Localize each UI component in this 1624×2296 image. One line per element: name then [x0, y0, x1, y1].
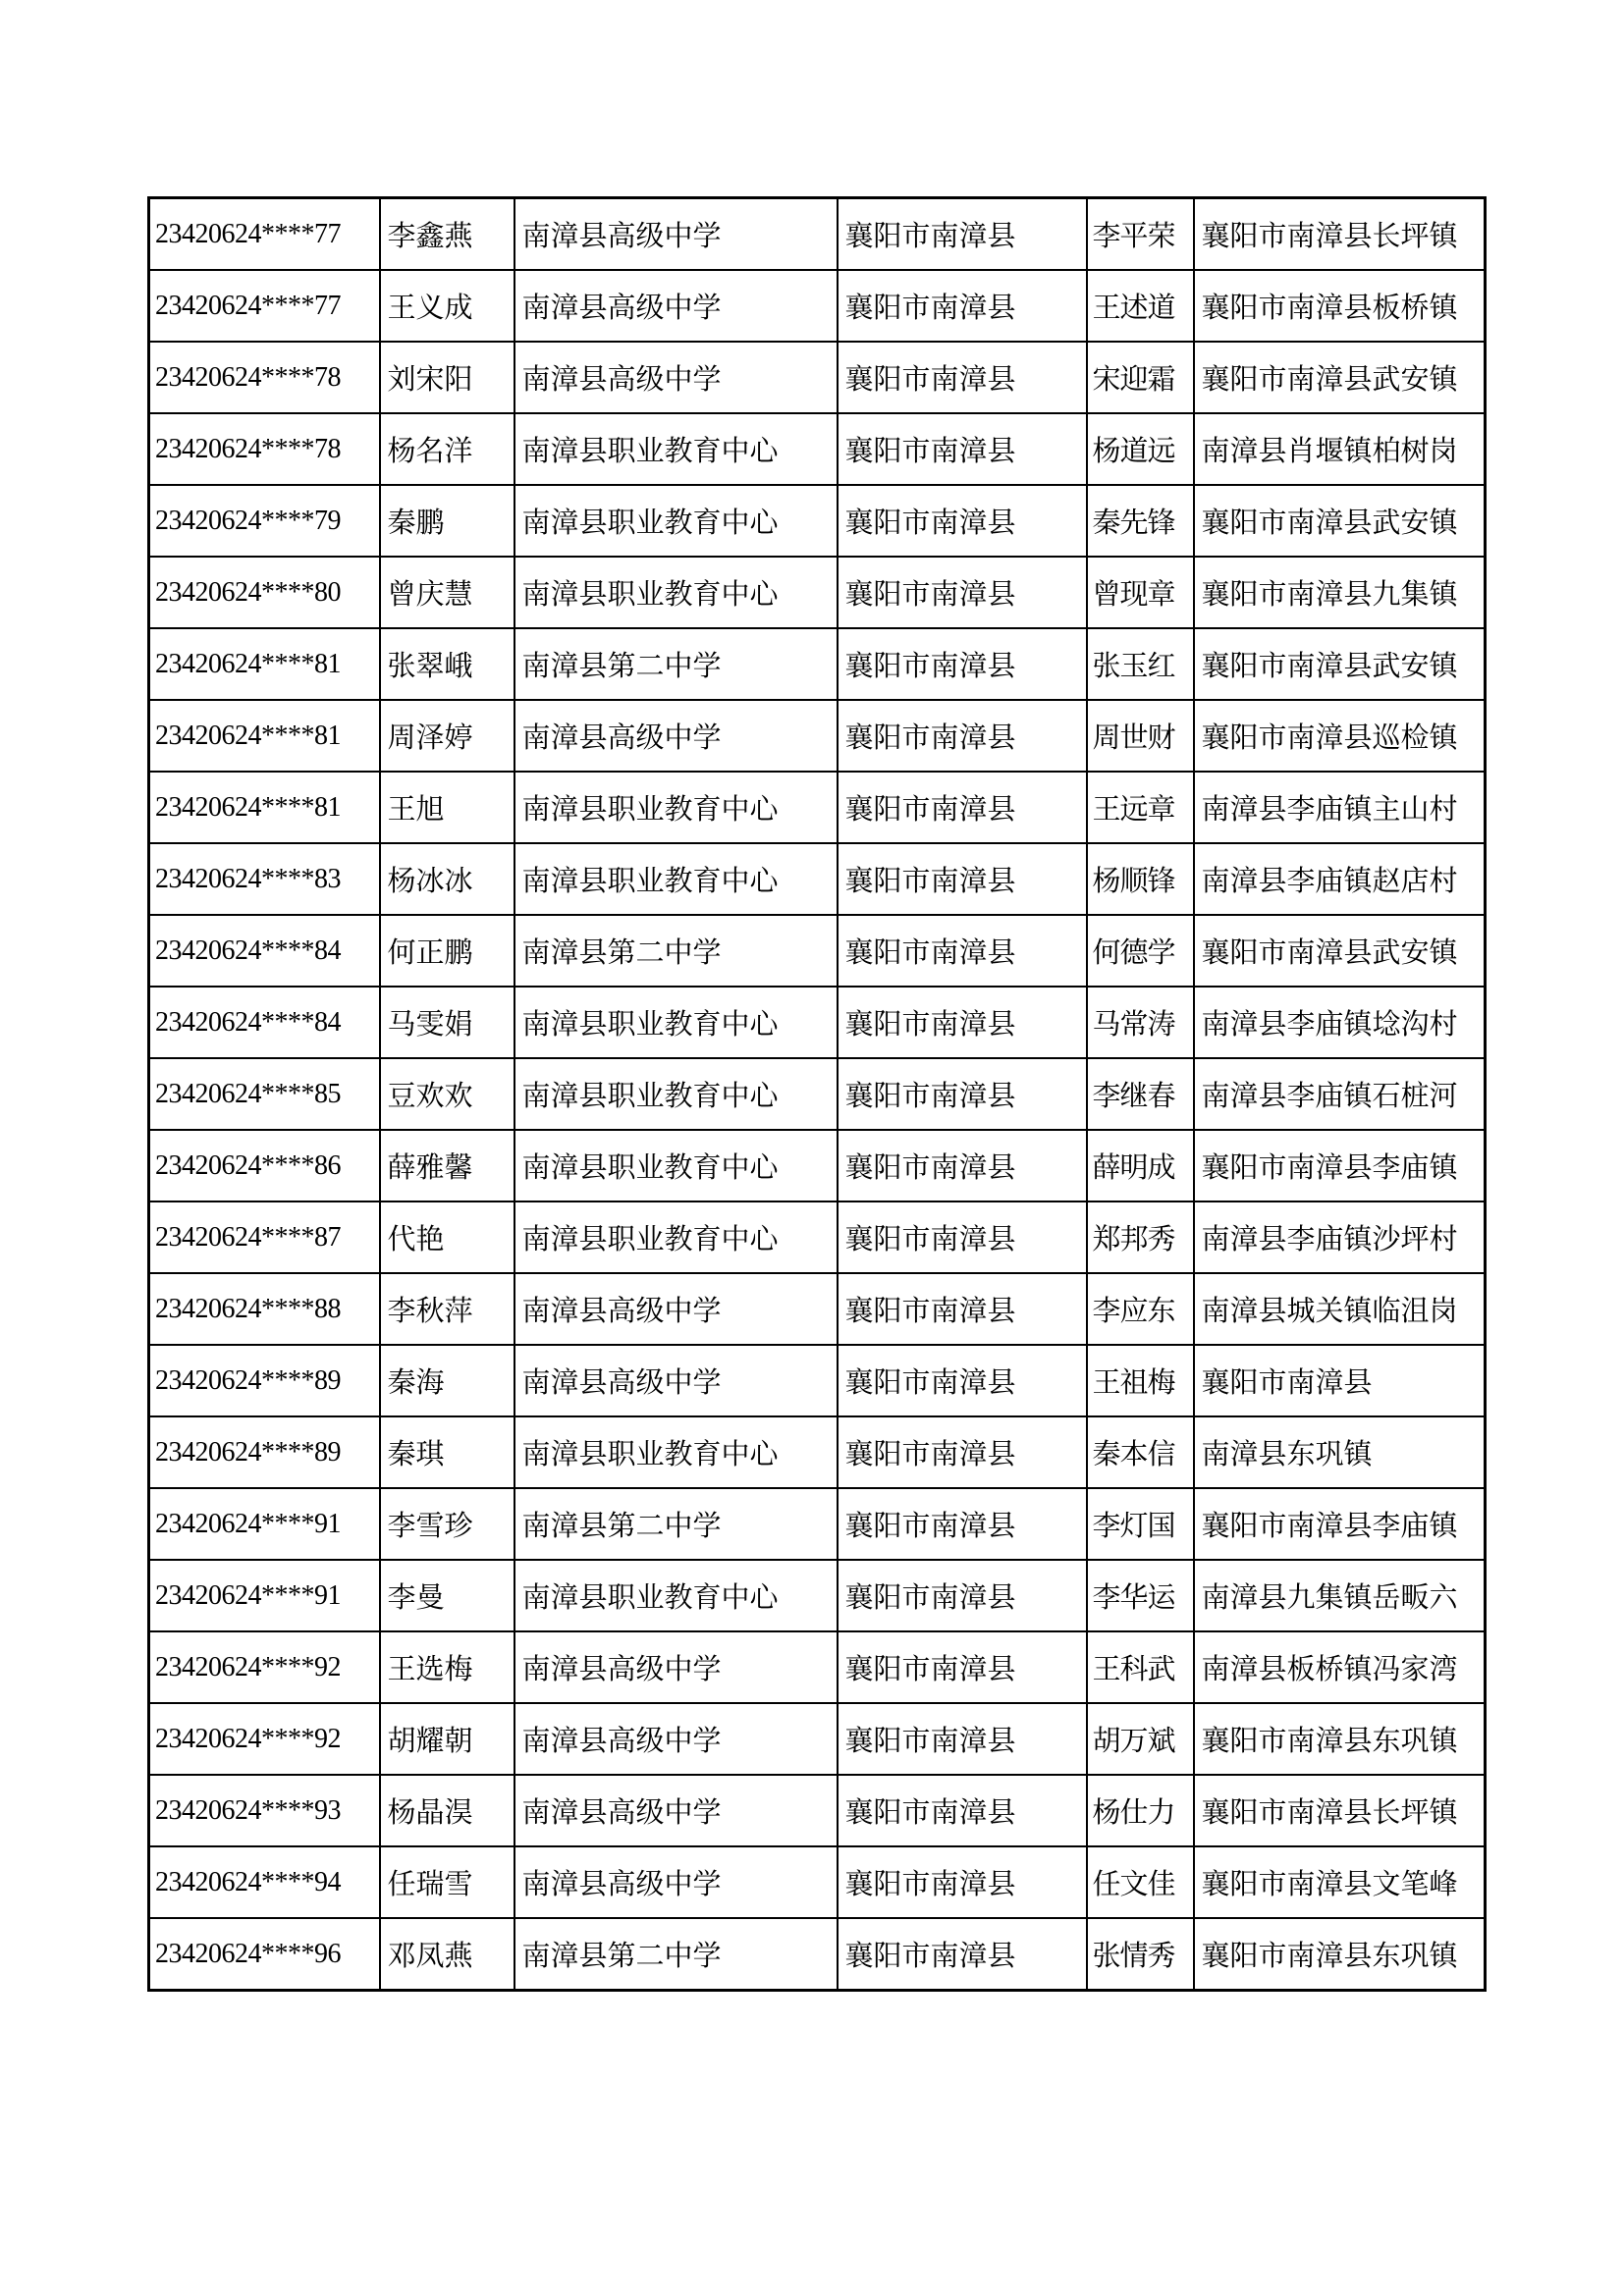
student-name-cell: 杨晶淏: [380, 1775, 514, 1846]
student-id-cell: 23420624****86: [149, 1130, 380, 1201]
parent-name-cell: 杨顺锋: [1087, 843, 1194, 915]
region-cell: 襄阳市南漳县: [838, 1488, 1087, 1560]
student-id-cell: 23420624****78: [149, 342, 380, 413]
table-row: [149, 987, 1486, 1058]
school-cell: 南漳县高级中学: [514, 270, 838, 342]
table-row: [149, 843, 1486, 915]
region-cell: 襄阳市南漳县: [838, 198, 1087, 271]
school-cell: 南漳县高级中学: [514, 700, 838, 772]
address-cell: 南漳县李庙镇赵店村: [1194, 843, 1486, 915]
student-name-cell: 周泽婷: [380, 700, 514, 772]
table-row: [149, 1703, 1486, 1775]
student-id-cell: 23420624****88: [149, 1273, 380, 1345]
parent-name-cell: 杨道远: [1087, 413, 1194, 485]
school-cell: 南漳县第二中学: [514, 628, 838, 700]
school-cell: 南漳县第二中学: [514, 915, 838, 987]
student-name-cell: 杨名洋: [380, 413, 514, 485]
parent-name-cell: 任文佳: [1087, 1846, 1194, 1918]
address-cell: 襄阳市南漳县武安镇: [1194, 485, 1486, 557]
region-cell: 襄阳市南漳县: [838, 628, 1087, 700]
table-row: [149, 628, 1486, 700]
school-cell: 南漳县第二中学: [514, 1488, 838, 1560]
address-cell: 襄阳市南漳县文笔峰: [1194, 1846, 1486, 1918]
table-row: [149, 1846, 1486, 1918]
student-id-cell: 23420624****91: [149, 1488, 380, 1560]
student-name-cell: 李鑫燕: [380, 198, 514, 271]
region-cell: 襄阳市南漳县: [838, 485, 1087, 557]
address-cell: 襄阳市南漳县东巩镇: [1194, 1918, 1486, 1991]
school-cell: 南漳县职业教育中心: [514, 772, 838, 843]
student-id-cell: 23420624****84: [149, 987, 380, 1058]
school-cell: 南漳县高级中学: [514, 1273, 838, 1345]
school-cell: 南漳县高级中学: [514, 1703, 838, 1775]
table-row: [149, 485, 1486, 557]
parent-name-cell: 李应东: [1087, 1273, 1194, 1345]
parent-name-cell: 曾现章: [1087, 557, 1194, 628]
address-cell: 南漳县肖堰镇柏树岗: [1194, 413, 1486, 485]
address-cell: 南漳县东巩镇: [1194, 1416, 1486, 1488]
student-id-cell: 23420624****89: [149, 1416, 380, 1488]
parent-name-cell: 张玉红: [1087, 628, 1194, 700]
student-name-cell: 张翠峨: [380, 628, 514, 700]
region-cell: 襄阳市南漳县: [838, 1273, 1087, 1345]
table-row: [149, 413, 1486, 485]
student-name-cell: 马雯娟: [380, 987, 514, 1058]
region-cell: 襄阳市南漳县: [838, 270, 1087, 342]
parent-name-cell: 周世财: [1087, 700, 1194, 772]
region-cell: 襄阳市南漳县: [838, 1058, 1087, 1130]
student-id-cell: 23420624****79: [149, 485, 380, 557]
region-cell: 襄阳市南漳县: [838, 1631, 1087, 1703]
school-cell: 南漳县高级中学: [514, 198, 838, 271]
parent-name-cell: 王远章: [1087, 772, 1194, 843]
region-cell: 襄阳市南漳县: [838, 1703, 1087, 1775]
address-cell: 襄阳市南漳县: [1194, 1345, 1486, 1416]
address-cell: 南漳县李庙镇石桩河: [1194, 1058, 1486, 1130]
region-cell: 襄阳市南漳县: [838, 843, 1087, 915]
school-cell: 南漳县高级中学: [514, 1775, 838, 1846]
address-cell: 南漳县李庙镇主山村: [1194, 772, 1486, 843]
school-cell: 南漳县高级中学: [514, 1846, 838, 1918]
region-cell: 襄阳市南漳县: [838, 700, 1087, 772]
student-name-cell: 秦鹏: [380, 485, 514, 557]
student-id-cell: 23420624****92: [149, 1631, 380, 1703]
student-id-cell: 23420624****77: [149, 198, 380, 271]
address-cell: 襄阳市南漳县长坪镇: [1194, 198, 1486, 271]
student-name-cell: 代艳: [380, 1201, 514, 1273]
student-id-cell: 23420624****84: [149, 915, 380, 987]
region-cell: 襄阳市南漳县: [838, 987, 1087, 1058]
student-table: [147, 196, 1487, 1992]
parent-name-cell: 秦本信: [1087, 1416, 1194, 1488]
school-cell: 南漳县职业教育中心: [514, 1130, 838, 1201]
school-cell: 南漳县职业教育中心: [514, 1416, 838, 1488]
parent-name-cell: 秦先锋: [1087, 485, 1194, 557]
region-cell: 襄阳市南漳县: [838, 1345, 1087, 1416]
table-row: [149, 198, 1486, 271]
parent-name-cell: 郑邦秀: [1087, 1201, 1194, 1273]
school-cell: 南漳县职业教育中心: [514, 557, 838, 628]
table-row: [149, 700, 1486, 772]
student-name-cell: 李曼: [380, 1560, 514, 1631]
student-name-cell: 胡耀朝: [380, 1703, 514, 1775]
table-body: [149, 198, 1486, 1991]
table-row: [149, 1631, 1486, 1703]
parent-name-cell: 宋迎霜: [1087, 342, 1194, 413]
student-id-cell: 23420624****83: [149, 843, 380, 915]
region-cell: 襄阳市南漳县: [838, 342, 1087, 413]
school-cell: 南漳县职业教育中心: [514, 1058, 838, 1130]
table-row: [149, 1416, 1486, 1488]
parent-name-cell: 胡万斌: [1087, 1703, 1194, 1775]
school-cell: 南漳县高级中学: [514, 1345, 838, 1416]
address-cell: 襄阳市南漳县武安镇: [1194, 342, 1486, 413]
student-name-cell: 王选梅: [380, 1631, 514, 1703]
school-cell: 南漳县职业教育中心: [514, 987, 838, 1058]
region-cell: 襄阳市南漳县: [838, 1416, 1087, 1488]
table-row: [149, 270, 1486, 342]
table-row: [149, 915, 1486, 987]
student-id-cell: 23420624****81: [149, 700, 380, 772]
school-cell: 南漳县高级中学: [514, 342, 838, 413]
school-cell: 南漳县职业教育中心: [514, 843, 838, 915]
parent-name-cell: 王述道: [1087, 270, 1194, 342]
table-row: [149, 772, 1486, 843]
region-cell: 襄阳市南漳县: [838, 1130, 1087, 1201]
region-cell: 襄阳市南漳县: [838, 772, 1087, 843]
table-row: [149, 1345, 1486, 1416]
parent-name-cell: 杨仕力: [1087, 1775, 1194, 1846]
address-cell: 襄阳市南漳县李庙镇: [1194, 1488, 1486, 1560]
address-cell: 襄阳市南漳县板桥镇: [1194, 270, 1486, 342]
school-cell: 南漳县职业教育中心: [514, 413, 838, 485]
parent-name-cell: 马常涛: [1087, 987, 1194, 1058]
address-cell: 南漳县城关镇临沮岗: [1194, 1273, 1486, 1345]
parent-name-cell: 张情秀: [1087, 1918, 1194, 1991]
address-cell: 襄阳市南漳县武安镇: [1194, 915, 1486, 987]
student-name-cell: 刘宋阳: [380, 342, 514, 413]
region-cell: 襄阳市南漳县: [838, 1775, 1087, 1846]
student-id-cell: 23420624****85: [149, 1058, 380, 1130]
region-cell: 襄阳市南漳县: [838, 915, 1087, 987]
school-cell: 南漳县高级中学: [514, 1631, 838, 1703]
region-cell: 襄阳市南漳县: [838, 1560, 1087, 1631]
student-name-cell: 薛雅馨: [380, 1130, 514, 1201]
parent-name-cell: 李华运: [1087, 1560, 1194, 1631]
parent-name-cell: 薛明成: [1087, 1130, 1194, 1201]
table-row: [149, 1201, 1486, 1273]
student-name-cell: 豆欢欢: [380, 1058, 514, 1130]
student-name-cell: 邓凤燕: [380, 1918, 514, 1991]
parent-name-cell: 李继春: [1087, 1058, 1194, 1130]
parent-name-cell: 李灯国: [1087, 1488, 1194, 1560]
student-id-cell: 23420624****92: [149, 1703, 380, 1775]
address-cell: 襄阳市南漳县武安镇: [1194, 628, 1486, 700]
table-row: [149, 557, 1486, 628]
table-row: [149, 342, 1486, 413]
address-cell: 南漳县李庙镇埝沟村: [1194, 987, 1486, 1058]
address-cell: 南漳县板桥镇冯家湾: [1194, 1631, 1486, 1703]
student-id-cell: 23420624****94: [149, 1846, 380, 1918]
region-cell: 襄阳市南漳县: [838, 1201, 1087, 1273]
table-row: [149, 1273, 1486, 1345]
table-row: [149, 1058, 1486, 1130]
student-id-cell: 23420624****93: [149, 1775, 380, 1846]
parent-name-cell: 王祖梅: [1087, 1345, 1194, 1416]
student-name-cell: 秦海: [380, 1345, 514, 1416]
address-cell: 襄阳市南漳县李庙镇: [1194, 1130, 1486, 1201]
student-id-cell: 23420624****77: [149, 270, 380, 342]
student-name-cell: 李雪珍: [380, 1488, 514, 1560]
student-id-cell: 23420624****78: [149, 413, 380, 485]
address-cell: 襄阳市南漳县九集镇: [1194, 557, 1486, 628]
school-cell: 南漳县职业教育中心: [514, 1201, 838, 1273]
address-cell: 襄阳市南漳县东巩镇: [1194, 1703, 1486, 1775]
region-cell: 襄阳市南漳县: [838, 1918, 1087, 1991]
address-cell: 襄阳市南漳县巡检镇: [1194, 700, 1486, 772]
student-id-cell: 23420624****81: [149, 628, 380, 700]
school-cell: 南漳县第二中学: [514, 1918, 838, 1991]
table-row: [149, 1918, 1486, 1991]
student-id-cell: 23420624****80: [149, 557, 380, 628]
student-id-cell: 23420624****96: [149, 1918, 380, 1991]
student-id-cell: 23420624****91: [149, 1560, 380, 1631]
address-cell: 襄阳市南漳县长坪镇: [1194, 1775, 1486, 1846]
table-row: [149, 1130, 1486, 1201]
region-cell: 襄阳市南漳县: [838, 557, 1087, 628]
school-cell: 南漳县职业教育中心: [514, 485, 838, 557]
student-name-cell: 王义成: [380, 270, 514, 342]
table-row: [149, 1488, 1486, 1560]
address-cell: 南漳县李庙镇沙坪村: [1194, 1201, 1486, 1273]
student-name-cell: 何正鹏: [380, 915, 514, 987]
student-name-cell: 杨冰冰: [380, 843, 514, 915]
student-id-cell: 23420624****87: [149, 1201, 380, 1273]
student-name-cell: 任瑞雪: [380, 1846, 514, 1918]
student-name-cell: 李秋萍: [380, 1273, 514, 1345]
parent-name-cell: 王科武: [1087, 1631, 1194, 1703]
student-id-cell: 23420624****81: [149, 772, 380, 843]
school-cell: 南漳县职业教育中心: [514, 1560, 838, 1631]
parent-name-cell: 李平荣: [1087, 198, 1194, 271]
region-cell: 襄阳市南漳县: [838, 413, 1087, 485]
parent-name-cell: 何德学: [1087, 915, 1194, 987]
student-name-cell: 曾庆慧: [380, 557, 514, 628]
table-row: [149, 1560, 1486, 1631]
student-id-cell: 23420624****89: [149, 1345, 380, 1416]
student-name-cell: 秦琪: [380, 1416, 514, 1488]
address-cell: 南漳县九集镇岳畈六: [1194, 1560, 1486, 1631]
table-row: [149, 1775, 1486, 1846]
region-cell: 襄阳市南漳县: [838, 1846, 1087, 1918]
student-name-cell: 王旭: [380, 772, 514, 843]
